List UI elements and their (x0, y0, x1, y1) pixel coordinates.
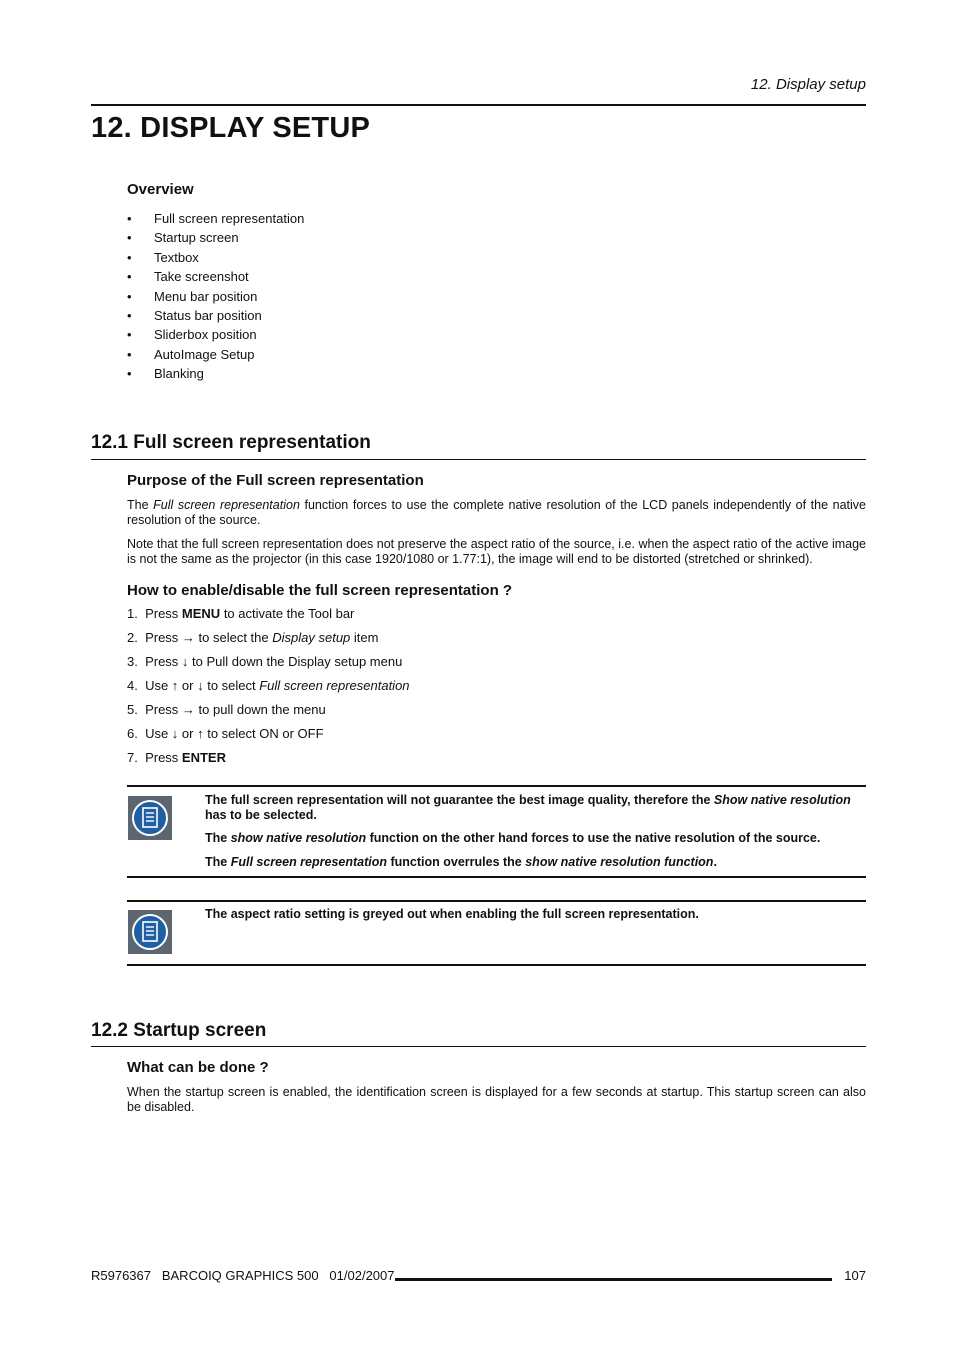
list-item: • Full screen representation (127, 209, 304, 228)
overview-heading: Overview (127, 181, 194, 198)
bullet: • (127, 366, 132, 382)
page-number: 107 (844, 1268, 866, 1283)
section-rule (91, 459, 866, 460)
purpose-heading: Purpose of the Full screen representation (127, 472, 424, 489)
note-paragraph: Note that the full screen representation does not preserve the aspect ratio of the source, i.e. when the aspect ratio of the active image is not the same as the projector (in this case 1920/1080 or 1.77:1), the image will end to be distorted (stretched or shrinked). (127, 537, 866, 567)
howto-heading: How to enable/disable the full screen representation ? (127, 582, 513, 599)
note2-text: The aspect ratio setting is greyed out when enabling the full screen representation. (205, 907, 699, 921)
top-rule (91, 104, 866, 106)
list-item: • Blanking (127, 364, 304, 383)
list-item: • Menu bar position (127, 287, 304, 306)
footer-rule (395, 1278, 832, 1281)
note1-line1: The full screen representation will not guarantee the best image quality, therefore the Show native resolution has to be selected. (205, 793, 851, 822)
note-top-rule (127, 900, 866, 902)
what-can-be-done-heading: What can be done ? (127, 1059, 269, 1076)
list-item: 7. Press ENTER (127, 750, 226, 765)
list-item: 4. Use ↑ or ↓ to select Full screen representation (127, 678, 410, 693)
list-item: 3. Press ↓ to Pull down the Display setup menu (127, 654, 403, 669)
purpose-paragraph: The Full screen representation function forces to use the complete native resolution of the LCD panels independently of the native resolution of the source. (127, 498, 866, 528)
bullet: • (127, 307, 132, 323)
list-item: • Status bar position (127, 306, 304, 325)
list-item: • AutoImage Setup (127, 345, 304, 364)
steps-list (127, 604, 410, 772)
note1-line2: The show native resolution function on the other hand forces to use the native resolution of the source. (205, 831, 821, 845)
overview-list (127, 209, 304, 384)
bullet: • (127, 327, 132, 343)
bullet: • (127, 346, 132, 362)
note-top-rule (127, 785, 866, 787)
list-item: 2. Press → to select the Display setup item (127, 630, 379, 645)
note-icon (128, 796, 172, 840)
note1-line3: The Full screen representation function overrules the show native resolution function. (205, 855, 717, 869)
list-item: • Startup screen (127, 228, 304, 247)
note-bottom-rule (127, 964, 866, 966)
section-title-full-screen: 12.1 Full screen representation (91, 432, 371, 453)
list-item: 1. Press MENU to activate the Tool bar (127, 606, 355, 621)
note-bottom-rule (127, 876, 866, 878)
bullet: • (127, 249, 132, 265)
startup-paragraph: When the startup screen is enabled, the identification screen is displayed for a few seconds at startup. This startup screen can also be disabled. (127, 1085, 866, 1115)
footer-doc-info: R5976367 BARCOIQ GRAPHICS 500 01/02/2007 (91, 1268, 395, 1283)
running-header: 12. Display setup (750, 76, 866, 93)
bullet: • (127, 211, 132, 226)
bullet: • (127, 288, 132, 304)
section-rule (91, 1046, 866, 1047)
bullet: • (127, 269, 132, 285)
list-item: • Take screenshot (127, 267, 304, 286)
note-icon (128, 910, 172, 954)
chapter-title: 12. DISPLAY SETUP (91, 112, 371, 144)
section-title-startup-screen: 12.2 Startup screen (91, 1020, 267, 1041)
bullet: • (127, 230, 132, 246)
list-item: 5. Press → to pull down the menu (127, 702, 326, 717)
list-item: • Sliderbox position (127, 325, 304, 344)
list-item: 6. Use ↓ or ↑ to select ON or OFF (127, 726, 324, 741)
list-item: • Textbox (127, 248, 304, 267)
